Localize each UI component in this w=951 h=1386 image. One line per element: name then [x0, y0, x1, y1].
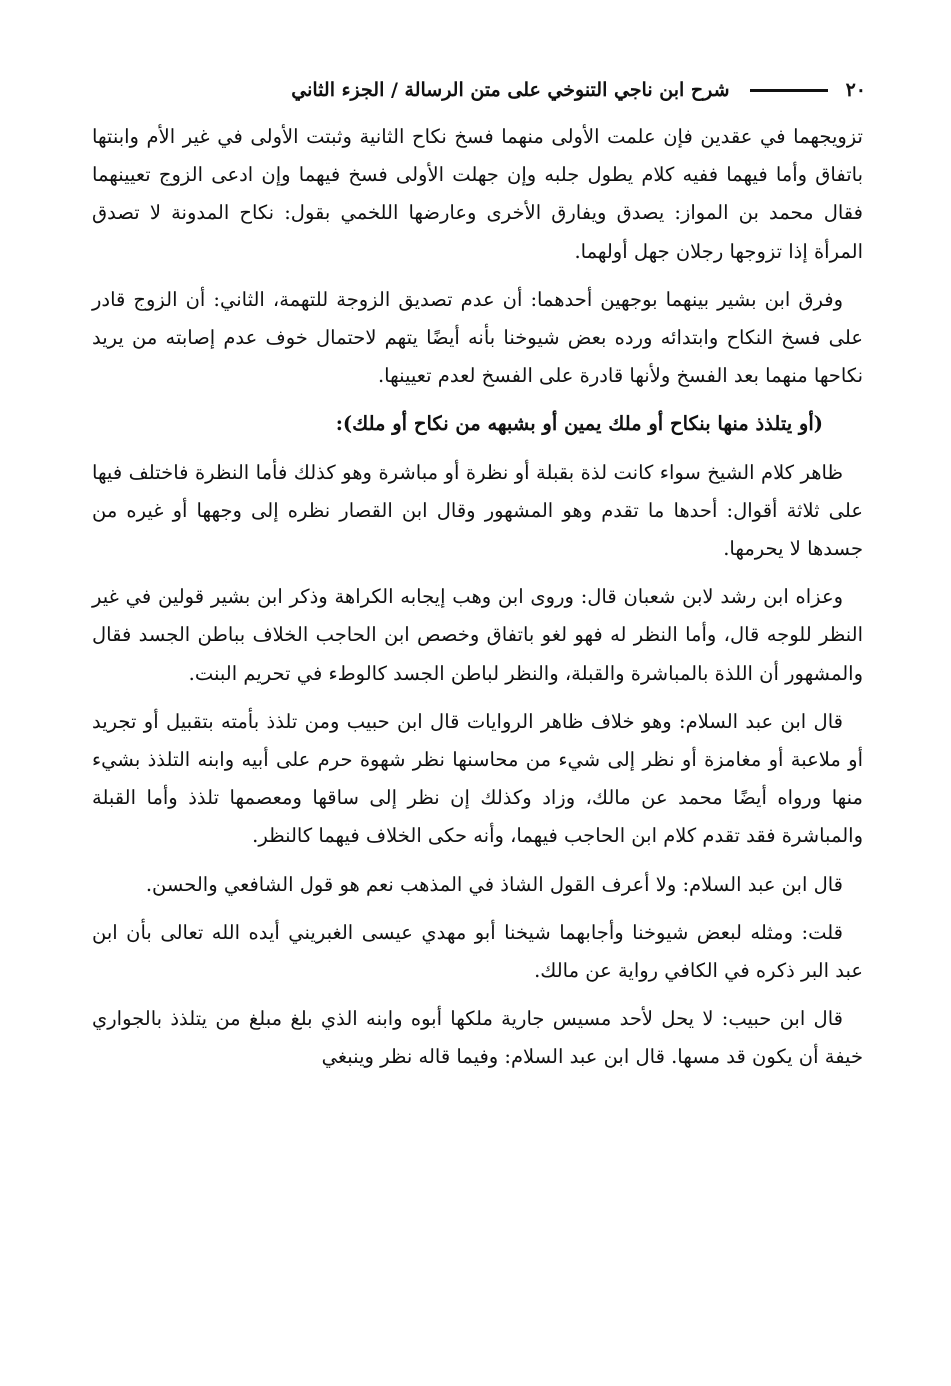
matn-quote: (أو يتلذذ منها بنكاح أو ملك يمين أو بشبهه من نكاح أو ملك): [335, 412, 823, 436]
paragraph: قلت: ومثله لبعض شيوخنا وأجابهما شيخنا أبو مهدي عيسى الغبريني أيده الله تعالى بأن ابن عبد البر ذكره في الكافي رواية عن مالك. [92, 920, 863, 983]
paragraph: تزويجهما في عقدين فإن علمت الأولى منهما فسخ نكاح الثانية وثبتت الأولى في غير الأم وابنتها باتفاق وأما فيهما ففيه كلام يطول جلبه وإن جهلت الأولى فسخ فيهما وإن ادعى الزوج تعيينهما فقال محمد بن المواز: يصدق ويفارق الأخرى وعارضها اللخمي بقول: نكاح المدونة لا تصدق المرأة إذا تزوجها رجلان جهل أولهما. [92, 125, 863, 263]
page-header [92, 70, 866, 110]
header-rule [750, 89, 828, 92]
body-text [92, 118, 863, 1087]
paragraph: قال ابن حبيب: لا يحل لأحد مسيس جارية ملكها أبوه وابنه الذي بلغ مبلغ من يتلذذ بالجواري خيفة أن يكون قد مسها. قال ابن عبد السلام: وفيما قاله نظر وينبغي [92, 1007, 863, 1069]
paragraph: وفرق ابن بشير بينهما بوجهين أحدهما: أن عدم تصديق الزوجة للتهمة، الثاني: أن الزوج قادر على فسخ النكاح وابتدائه ورده بعض شيوخنا بأنه أيضًا يتهم لاحتمال خوف عدم إصابته من يريد نكاحها منهما بعد الفسخ ولأنها قادرة على الفسخ لعدم تعيينها. [92, 287, 863, 388]
page-number: ٢٠ [845, 79, 866, 101]
running-title: شرح ابن ناجي التنوخي على متن الرسالة / الجزء الثاني [291, 79, 730, 101]
paragraph: قال ابن عبد السلام: ولا أعرف القول الشاذ في المذهب نعم هو قول الشافعي والحسن. [145, 872, 843, 896]
paragraph: قال ابن عبد السلام: وهو خلاف ظاهر الروايات قال ابن حبيب ومن تلذذ بأمته بتقبيل أو تجريد أو ملاعبة أو مغامزة أو نظر إلى شيء من محاسنها نظر شهوة حرم على أبيه وابنه التلذذ بشيء منها ورواه أيضًا محمد عن مالك، وزاد وكذلك إن نظر إلى ساقها ومعصمها تلذذ وأما القبلة والمباشرة فقد تقدم كلام ابن الحاجب فيهما، وأنه حكى الخلاف فيهما كالنظر. [92, 709, 863, 848]
paragraph: ظاهر كلام الشيخ سواء كانت لذة بقبلة أو نظرة أو مباشرة وهو كذلك فأما النظرة فاختلف فيها على ثلاثة أقوال: أحدها ما تقدم وهو المشهور وقال ابن القصار نظره إلى وجهها أو غيره من جسدها لا يحرمها. [92, 460, 863, 561]
paragraph: وعزاه ابن رشد لابن شعبان قال: وروى ابن وهب إيجابه الكراهة وذكر ابن بشير قولين في غير النظر للوجه قال، وأما النظر له فهو لغو باتفاق وخصص ابن الحاجب الخلاف بباطن الجسد فقال والمشهور أن اللذة بالمباشرة والقبلة، والنظر لباطن الجسد كالوطء في تحريم البنت. [92, 585, 863, 685]
